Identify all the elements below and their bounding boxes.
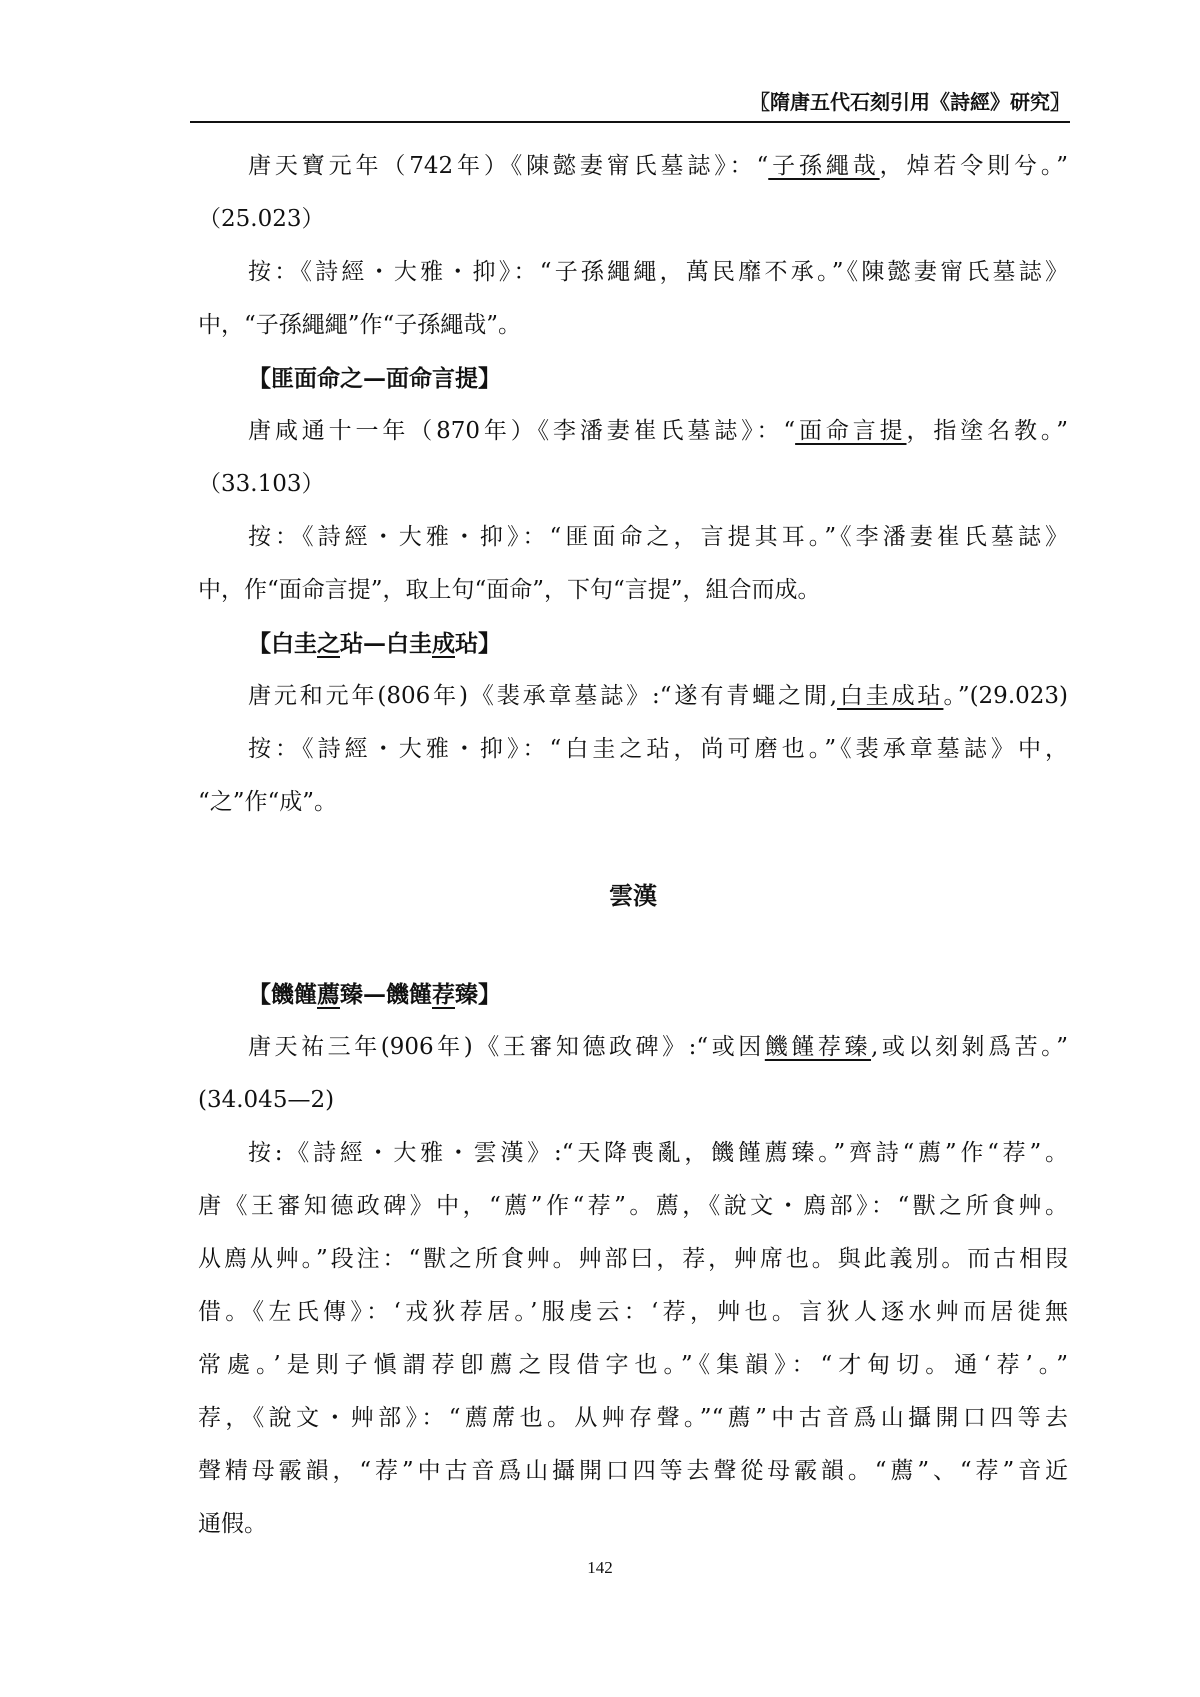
- entry-3-citation: [198, 670, 1068, 723]
- underlined-char: 荐: [432, 981, 455, 1008]
- citation-text: ，指塗名教。”: [906, 418, 1068, 444]
- entry-4-note-line: 按:《詩經・大雅・雲漢》:“天降喪亂，饑饉薦臻。”齊詩“薦”作“荐”。: [248, 1140, 1068, 1166]
- heading-text: 玷—白圭: [340, 630, 432, 657]
- entry-1-reference: （25.023）: [198, 206, 325, 232]
- entry-2-note-line: 按：《詩經・大雅・抑》：“匪面命之，言提其耳。”《李潘妻崔氏墓誌》: [248, 524, 1068, 550]
- entry-4-note-line: 聲精母霰韻，“荐”中古音爲山攝開口四等去聲從母霰韻。“薦”、“荐”音近: [198, 1458, 1068, 1484]
- page-body: [198, 140, 1068, 1551]
- page-number: 142: [587, 1558, 613, 1577]
- running-header: 〖隋唐五代石刻引用《詩經》研究〗: [750, 90, 1070, 114]
- entry-4-note-line: 通假。: [198, 1511, 267, 1537]
- header-rule: [190, 121, 1070, 123]
- entry-4-note-line: 唐《王審知德政碑》中，“薦”作“荐”。薦，《說文・廌部》：“獸之所食艸。: [198, 1193, 1068, 1219]
- heading-text: 臻—饑饉: [340, 981, 432, 1008]
- heading-text: 【白圭: [248, 630, 317, 657]
- entry-4-note-line: 从廌从艸。”段注：“獸之所食艸。艸部曰，荐，艸席也。與此義別。而古相叚: [198, 1246, 1068, 1272]
- entry-1-note-line: 按：《詩經・大雅・抑》：“子孫繩繩，萬民靡不承。”《陳懿妻甯氏墓誌》: [248, 259, 1068, 285]
- heading-text: 【饑饉: [248, 981, 317, 1008]
- section-title: 雲漢: [609, 881, 657, 910]
- entry-3-note-line: “之”作“成”。: [198, 789, 338, 815]
- citation-text: 唐元和元年(806年)《裴承章墓誌》:“遂有青蠅之閒,: [248, 683, 838, 709]
- citation-text: ,或以刻剝爲苦。”: [871, 1034, 1068, 1060]
- citation-text: 唐天寶元年（742年）《陳懿妻甯氏墓誌》：“: [248, 153, 769, 179]
- entry-2-citation: [198, 405, 1068, 458]
- entry-3-note-line: 按：《詩經・大雅・抑》：“白圭之玷，尚可磨也。”《裴承章墓誌》中，: [248, 736, 1068, 762]
- underlined-char: 薦: [317, 981, 340, 1008]
- entry-1-citation: [198, 140, 1068, 193]
- entry-4-reference: (34.045—2): [198, 1087, 335, 1113]
- heading-text: 玷】: [455, 630, 501, 657]
- entry-3-heading: [198, 617, 1068, 670]
- heading-text: 臻】: [455, 981, 501, 1008]
- underlined-quote: 面命言提: [795, 418, 907, 444]
- entry-4-heading: [198, 968, 1068, 1021]
- entry-1-note-line: 中，“子孫繩繩”作“子孫繩哉”。: [198, 312, 522, 338]
- underlined-quote: 饑饉荐臻: [764, 1034, 872, 1060]
- underlined-quote: 子孫繩哉: [768, 153, 880, 179]
- underlined-quote: 白圭成玷: [837, 683, 944, 709]
- entry-2-heading: 【匪面命之—面命言提】: [248, 365, 501, 392]
- entry-2-reference: （33.103）: [198, 471, 325, 497]
- citation-text: 唐咸通十一年（870年）《李潘妻崔氏墓誌》：“: [248, 418, 796, 444]
- citation-text: ，焯若令則兮。”: [879, 153, 1068, 179]
- underlined-char: 之: [317, 630, 340, 657]
- citation-text: 。”(29.023): [943, 683, 1068, 709]
- entry-4-note-line: 常處。’是則子愼謂荐卽薦之叚借字也。”《集韻》：“才甸切。通‘荐’。”: [198, 1352, 1068, 1378]
- underlined-char: 成: [432, 630, 455, 657]
- entry-4-note-line: 借。《左氏傳》：‘戎狄荐居。’服虔云：‘荐，艸也。言狄人逐水艸而居徙無: [198, 1299, 1068, 1325]
- citation-text: 唐天祐三年(906年)《王審知德政碑》:“或因: [248, 1034, 765, 1060]
- entry-4-citation: [198, 1021, 1068, 1074]
- entry-2-note-line: 中，作“面命言提”，取上句“面命”，下句“言提”，組合而成。: [198, 577, 821, 603]
- entry-4-note-line: 荐，《說文・艸部》：“薦蓆也。从艸存聲。”“薦”中古音爲山攝開口四等去: [198, 1405, 1068, 1431]
